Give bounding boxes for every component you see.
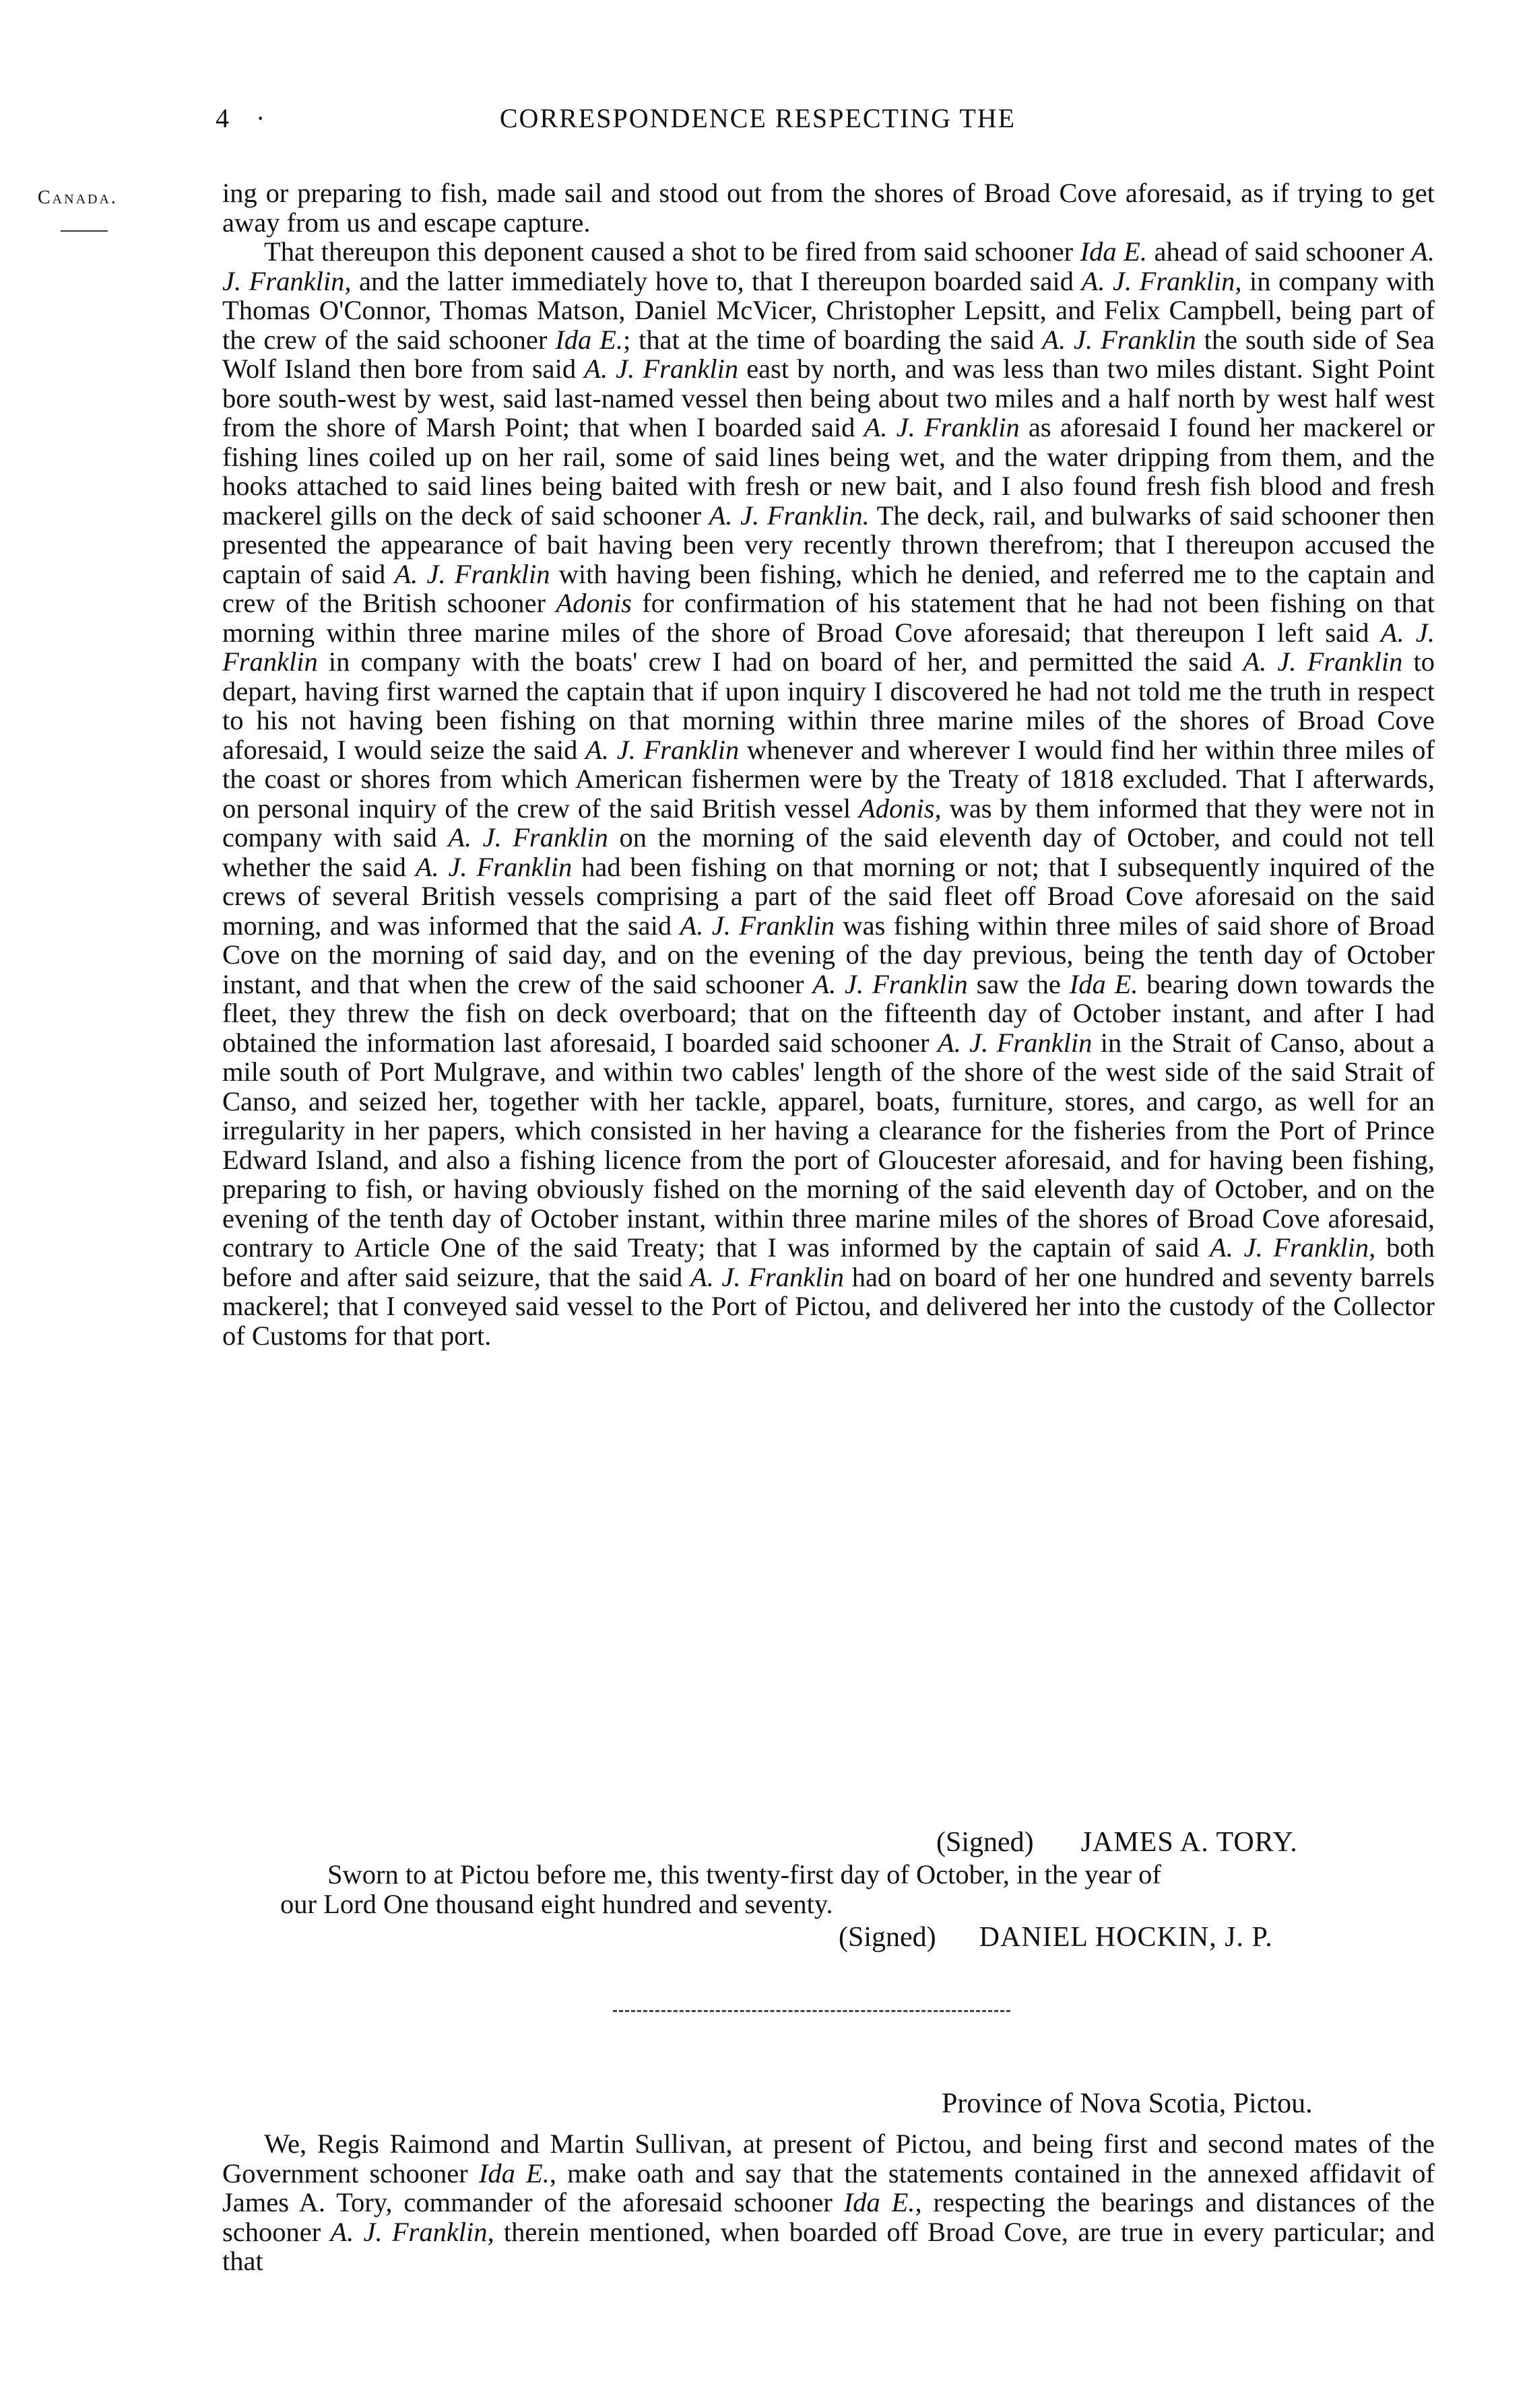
vessel-name: A. J. Franklin,: [222, 236, 1435, 296]
vessel-name: Ida E.: [1069, 968, 1138, 999]
text-run: whenever and wherever I would find her within three miles of the coast or shores from which American fishermen were by the Treaty of 1818 excluded. That I afterwards, on personal inquiry of the crew of the said British vessel: [222, 734, 1435, 824]
jp-signer-name: DANIEL HOCKIN, J. P.: [979, 1922, 1273, 1953]
vessel-name: A. J. Franklin,: [1081, 265, 1242, 296]
text-run: That thereupon this deponent caused a shot to be fired from said schooner: [264, 236, 1080, 267]
text-run: was by them informed that they were not in company with said: [222, 793, 1435, 852]
signature-tory: [936, 1826, 1298, 1859]
jp-signed-label: (Signed): [839, 1922, 936, 1953]
text-run: in the Strait of Canso, about a mile south of Port Mulgrave, and within two cables' length of the shore of the west side of the said Strait of Canso, and seized her, together with her tackle, apparel, boats, furniture, stores, and cargo, as well for an irregularity in her papers, which consisted in her having a clearance for the fisheries from the Port of Prince Edward Island, and also a fishing licence from the port of Gloucester aforesaid, and for having been fishing, preparing to fish, or having obviously fished on the morning of the said eleventh day of October, and on the evening of the tenth day of October instant, within three marine miles of the shores of Broad Cove aforesaid, contrary to Article One of the said Treaty; that I was informed by the captain of said: [222, 1027, 1435, 1263]
header-separator: ·: [256, 103, 267, 133]
margin-note: Canada.: [38, 187, 118, 208]
text-run: had been fishing on that morning or not; that I subsequently inquired of the crews of several British vessels comprising a part of the said fleet off Broad Cove aforesaid on the said morning, and was informed that the said: [222, 851, 1435, 941]
vessel-name: A. J. Franklin,: [330, 2216, 494, 2247]
vessel-name: A. J. Franklin: [394, 558, 550, 589]
text-run: bearing down towards the fleet, they threw the fish on deck overboard; that on the fifteenth day of October instant, and after I had obtained the information last aforesaid, I boarded said schooner: [222, 968, 1435, 1058]
text-run: ing or preparing to fish, made sail and stood out from the shores of Broad Cove aforesaid, as if trying to get away from us and escape capture.: [222, 178, 1435, 238]
text-run: in company with the boats' crew I had on board of her, and permitted the said: [317, 646, 1243, 677]
text-run: , make oath and say that the statements contained in the annexed affidavit of James A. Tory, commander of the aforesaid schooner: [222, 2158, 1435, 2217]
text-run: in company with Thomas O'Connor, Thomas Matson, Daniel McVicer, Christopher Lepsitt, and Felix Campbell, being part of the crew of the said schooner: [222, 265, 1435, 355]
vessel-name: A. J. Franklin.: [709, 500, 870, 531]
vessel-name: Adonis,: [859, 793, 942, 824]
vessel-name: A. J. Franklin: [937, 1027, 1093, 1058]
text-run: had on board of her one hundred and seventy barrels mackerel; that I conveyed said vessel to the Port of Pictou, and delivered her into the custody of the Collector of Customs for that port.: [222, 1261, 1435, 1351]
signer-name: JAMES A. TORY.: [1080, 1827, 1298, 1858]
text-run: east by north, and was less than two miles distant. Sight Point bore south-west by west, said last-named vessel then being about two miles and a half north by west half west from the shore of Marsh Point; that when I boarded said: [222, 354, 1435, 442]
vessel-name: A. J. Franklin: [415, 851, 573, 882]
text-run: both before and after said seizure, that the said: [222, 1232, 1435, 1292]
vessel-name: Ida E.: [555, 324, 624, 355]
second-affidavit-body: [222, 2129, 1435, 2276]
signature-hockin: [839, 1921, 1273, 1953]
text-run: for confirmation of his statement that he had not been fishing on that morning within three marine miles of the shore of Broad Cove aforesaid; that thereupon I left said: [222, 588, 1435, 648]
running-head: [202, 102, 1313, 143]
affidavit-body: [222, 178, 1435, 1350]
text-run: therein mentioned, when boarded off Broad Cove, are true in every particular; and that: [222, 2216, 1435, 2276]
second-affidavit-paragraph: [222, 2129, 1435, 2276]
text-run: , respecting the bearings and distances of the schooner: [222, 2187, 1435, 2247]
vessel-name: Ida E.: [1080, 236, 1148, 267]
text-run: We, Regis Raimond and Martin Sullivan, at present of Pictou, and being first and second mates of the Government schooner: [222, 2129, 1435, 2188]
section-divider: [613, 2010, 1010, 2012]
text-run: to depart, having first warned the captain that if upon inquiry I discovered he had not told me the truth in respect to his not having been fishing on that morning within three marine miles of the shores of Broad Cove aforesaid, I would seize the said: [222, 646, 1435, 765]
sworn-line-2: our Lord One thousand eight hundred and seventy.: [280, 1888, 833, 1919]
vessel-name: A. J. Franklin: [1042, 324, 1196, 355]
text-run: The deck, rail, and bulwarks of said schooner then presented the appearance of bait having been very recently thrown therefrom; that I thereupon accused the captain of said: [222, 500, 1435, 589]
vessel-name: A. J. Franklin: [680, 910, 835, 941]
text-run: as aforesaid I found her mackerel or fishing lines coiled up on her rail, some of said lines being wet, and the water dripping from them, and the hooks attached to said lines being baited with fresh or new bait, and I also found fresh fish blood and fresh mackerel gills on the deck of said schooner: [222, 412, 1435, 531]
text-run: was fishing within three miles of said shore of Broad Cove on the morning of said day, and on the evening of the day previous, being the tenth day of October instant, and that when the crew of the said schooner: [222, 910, 1435, 999]
sworn-line-1: Sworn to at Pictou before me, this twenty-first day of October, in the year of: [327, 1859, 1161, 1889]
sworn-statement: [280, 1860, 1435, 1918]
vessel-name: Ida E.: [478, 2158, 550, 2188]
affidavit-paragraph-2: [222, 237, 1435, 1350]
vessel-name: A. J. Franklin: [585, 734, 740, 765]
vessel-name: Ida E.: [843, 2187, 915, 2217]
signed-label: (Signed): [936, 1827, 1034, 1858]
vessel-name: A. J. Franklin: [448, 822, 608, 852]
text-run: the south side of Sea Wolf Island then bore from said: [222, 324, 1435, 384]
vessel-name: Adonis: [556, 588, 632, 618]
margin-rule: [61, 230, 108, 232]
text-run: on the morning of the said eleventh day of October, and could not tell whether the said: [222, 822, 1435, 882]
vessel-name: A. J. Franklin: [1243, 646, 1403, 677]
text-run: with having been fishing, which he denied, and referred me to the captain and crew of the British schooner: [222, 558, 1435, 618]
vessel-name: A. J. Franklin: [812, 968, 968, 999]
vessel-name: A. J. Franklin: [864, 412, 1020, 442]
page-number: 4: [216, 103, 230, 133]
text-run: ahead of said schooner: [1147, 236, 1412, 267]
second-affidavit-location: Province of Nova Scotia, Pictou.: [942, 2088, 1313, 2119]
vessel-name: A. J. Franklin: [584, 354, 739, 384]
running-title: CORRESPONDENCE RESPECTING THE: [499, 103, 1016, 133]
vessel-name: A. J. Franklin,: [1210, 1232, 1376, 1263]
affidavit-paragraph-1: [222, 178, 1435, 237]
text-run: and the latter immediately hove to, that I thereupon boarded said: [351, 265, 1082, 296]
vessel-name: A. J. Franklin: [222, 617, 1435, 677]
text-run: saw the: [967, 968, 1070, 999]
vessel-name: A. J. Franklin: [690, 1261, 845, 1292]
text-run: ; that at the time of boarding the said: [623, 324, 1043, 355]
